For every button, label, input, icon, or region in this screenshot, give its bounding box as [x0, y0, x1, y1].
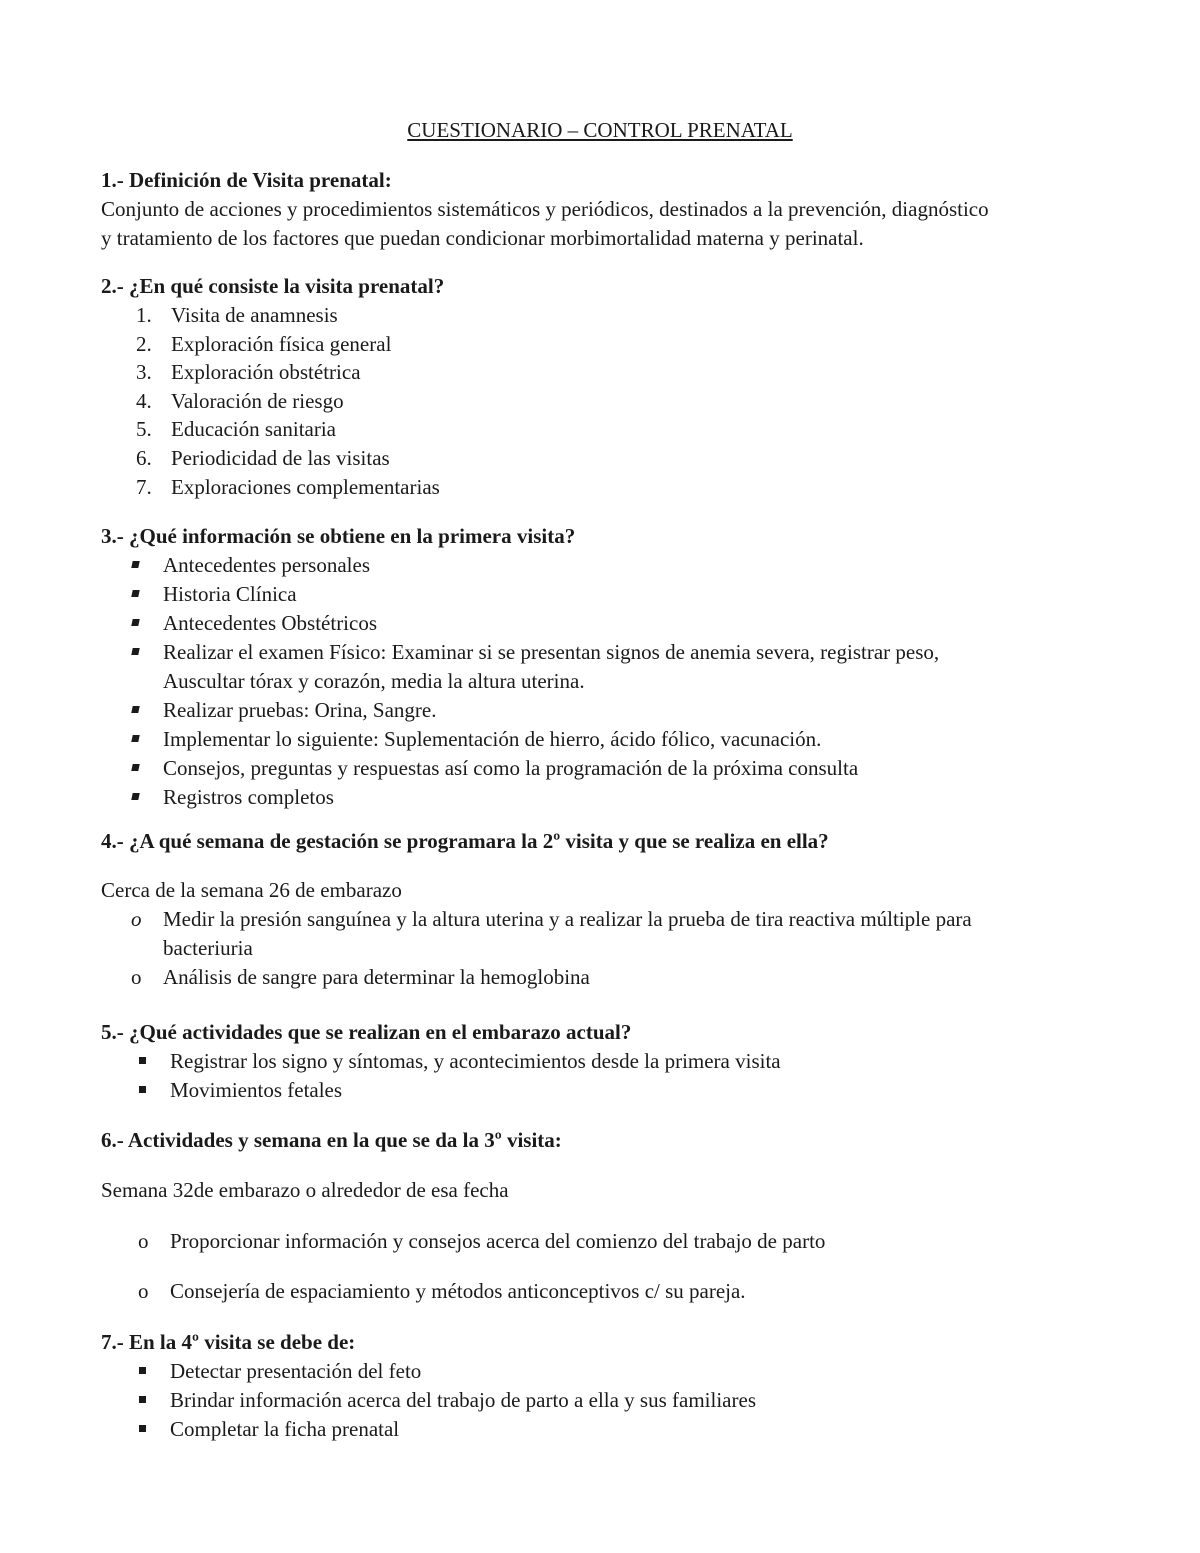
list-item: Registros completos: [101, 783, 1101, 812]
list-item: Antecedentes Obstétricos: [101, 609, 1101, 638]
question-1-answer-line-2: y tratamiento de los factores que puedan condicionar morbimortalidad materna y perinatal.: [101, 226, 864, 250]
bullet-icon: [139, 1057, 146, 1064]
question-6-heading: 6.- Actividades y semana en la que se da la 3º visita:: [101, 1128, 562, 1152]
question-3-list: [101, 551, 1101, 812]
question-6: [101, 1126, 1101, 1155]
question-6-item-1: [101, 1227, 1101, 1256]
list-item: Completar la ficha prenatal: [101, 1415, 1101, 1444]
list-item: Realizar el examen Físico: Examinar si se presentan signos de anemia severa, registrar peso, Auscultar tórax y corazón, media la altura uterina.: [101, 638, 1101, 696]
list-item: Movimientos fetales: [101, 1076, 1101, 1105]
bullet-icon: [139, 1086, 146, 1093]
question-2-heading: 2.- ¿En qué consiste la visita prenatal?: [101, 274, 445, 298]
bullet-icon: [131, 561, 139, 568]
question-5-list: [101, 1047, 1101, 1105]
question-7: [101, 1328, 1101, 1444]
question-6-item-2: [101, 1277, 1101, 1306]
question-7-list: [101, 1357, 1101, 1444]
list-item: 5. Educación sanitaria: [136, 417, 337, 442]
question-4-heading: 4.- ¿A qué semana de gestación se programara la 2º visita y que se realiza en ella?: [101, 829, 829, 853]
list-item: Registrar los signo y síntomas, y acontecimientos desde la primera visita: [101, 1047, 1101, 1076]
bullet-icon: [131, 793, 139, 800]
bullet-icon: [131, 764, 139, 771]
question-6-intro-block: [101, 1176, 1101, 1205]
question-5-heading: 5.- ¿Qué actividades que se realizan en el embarazo actual?: [101, 1020, 632, 1044]
list-item: Antecedentes personales: [101, 551, 1101, 580]
bullet-icon: [139, 1425, 146, 1432]
bullet-icon: [131, 648, 139, 655]
bullet-icon: [131, 735, 139, 742]
bullet-icon: [131, 590, 139, 597]
list-item: 3. Exploración obstétrica: [136, 360, 361, 385]
list-item: o Medir la presión sanguínea y la altura uterina y a realizar la prueba de tira reactiva múltiple para bacteriuria: [131, 907, 972, 960]
list-item: Consejos, preguntas y respuestas así como la programación de la próxima consulta: [101, 754, 1101, 783]
question-3-heading: 3.- ¿Qué información se obtiene en la primera visita?: [101, 524, 576, 548]
list-item: o Proporcionar información y consejos acerca del comienzo del trabajo de parto: [138, 1229, 826, 1253]
list-item: Implementar lo siguiente: Suplementación de hierro, ácido fólico, vacunación.: [101, 725, 1101, 754]
bullet-icon: [131, 619, 139, 626]
list-item: o Consejería de espaciamiento y métodos anticonceptivos c/ su pareja.: [138, 1279, 746, 1303]
question-1-heading: 1.- Definición de Visita prenatal:: [101, 168, 392, 192]
list-item: 7. Exploraciones complementarias: [136, 474, 440, 499]
document-title: CUESTIONARIO – CONTROL PRENATAL: [407, 118, 793, 142]
question-2-list: [101, 301, 1101, 501]
list-item: 6. Periodicidad de las visitas: [136, 445, 390, 470]
question-4: [101, 827, 1101, 856]
question-1: [101, 166, 1101, 253]
question-4-answer: [101, 876, 1101, 992]
bullet-icon: [139, 1396, 146, 1403]
question-6-intro: Semana 32de embarazo o alrededor de esa fecha: [101, 1178, 509, 1202]
list-item: Historia Clínica: [101, 580, 1101, 609]
bullet-icon: [131, 706, 139, 713]
question-4-intro: Cerca de la semana 26 de embarazo: [101, 878, 402, 902]
question-7-heading: 7.- En la 4º visita se debe de:: [101, 1330, 356, 1354]
list-item: Brindar información acerca del trabajo de parto a ella y sus familiares: [101, 1386, 1101, 1415]
list-item: o Análisis de sangre para determinar la hemoglobina: [131, 965, 590, 989]
question-2: [101, 272, 1101, 501]
list-item: Realizar pruebas: Orina, Sangre.: [101, 696, 1101, 725]
question-4-list: [101, 905, 1101, 992]
list-item: 1. Visita de anamnesis: [136, 303, 338, 327]
question-3: [101, 522, 1101, 812]
question-1-answer-line-1: Conjunto de acciones y procedimientos sistemáticos y periódicos, destinados a la prevención, diagnóstico: [101, 197, 989, 221]
list-item: 2. Exploración física general: [136, 331, 392, 356]
list-item: 4. Valoración de riesgo: [136, 388, 344, 413]
question-5: [101, 1018, 1101, 1105]
list-item: Detectar presentación del feto: [101, 1357, 1101, 1386]
bullet-icon: [139, 1367, 146, 1374]
